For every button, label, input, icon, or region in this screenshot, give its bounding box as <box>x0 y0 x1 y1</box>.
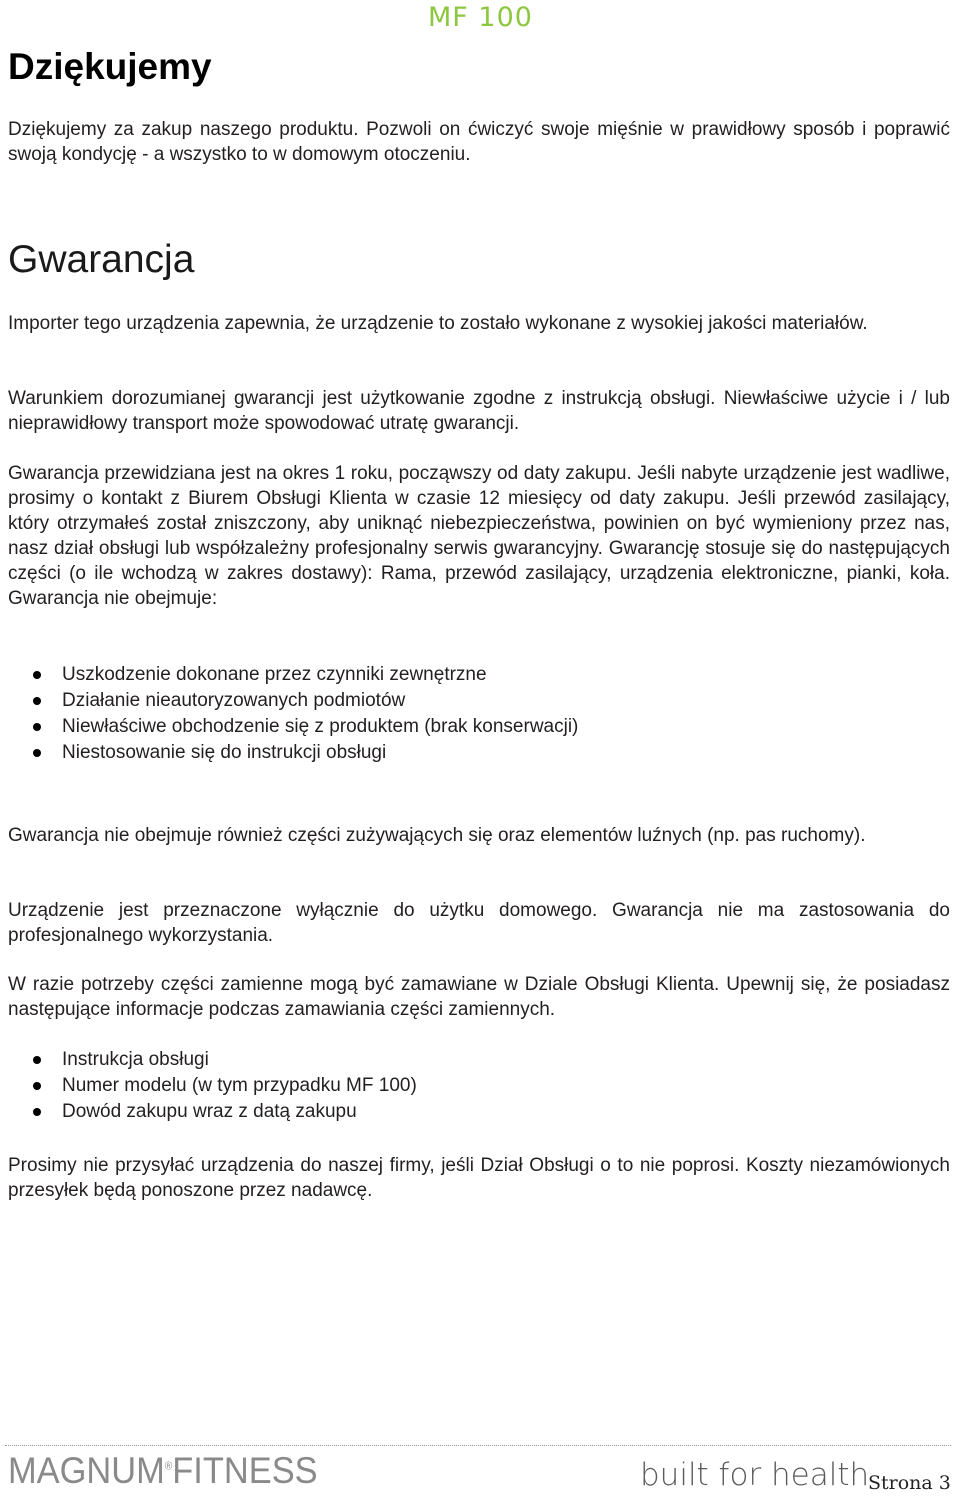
registered-mark: ® <box>164 1460 173 1473</box>
logo-text-magnum: MAGNUM <box>8 1450 165 1491</box>
page-title: Dziękujemy <box>8 46 212 87</box>
warranty-heading: Gwarancja <box>8 238 195 281</box>
page-number: Strona 3 <box>868 1472 951 1494</box>
list-item: Niestosowanie się do instrukcji obsługi <box>8 740 578 766</box>
list-item: Uszkodzenie dokonane przez czynniki zewnętrzne <box>8 662 578 688</box>
warranty-paragraph-spare-parts: W razie potrzeby części zamienne mogą być zamawiane w Dziale Obsługi Klienta. Upewnij się, że posiadasz następujące informacje podczas zamawiania części zamiennych. <box>8 974 950 1020</box>
list-item: Niewłaściwe obchodzenie się z produktem (brak konserwacji) <box>8 714 578 740</box>
list-item: Numer modelu (w tym przypadku MF 100) <box>8 1073 417 1099</box>
footer-divider <box>5 1445 951 1446</box>
warranty-paragraph-usage: Warunkiem dorozumianej gwarancji jest użytkowanie zgodne z instrukcją obsługi. Niewłaściwe użycie i / lub nieprawidłowy transport może spowodować utratę gwarancji. <box>8 388 950 434</box>
brand-logo <box>8 1450 318 1492</box>
model-code: MF 100 <box>428 2 533 33</box>
thanks-paragraph: Dziękujemy za zakup naszego produktu. Pozwoli on ćwiczyć swoje mięśnie w prawidłowy sposób i poprawić swoją kondycję - a wszystko to w domowym otoczeniu. <box>8 119 950 165</box>
logo-text-fitness: FITNESS <box>172 1450 318 1491</box>
warranty-paragraph-shipping: Prosimy nie przysyłać urządzenia do naszej firmy, jeśli Dział Obsługi o to nie poprosi. Koszty niezamówionych przesyłek będą ponoszone przez nadawcę. <box>8 1155 950 1201</box>
warranty-paragraph-quality: Importer tego urządzenia zapewnia, że urządzenie to zostało wykonane z wysokiej jakości materiałów. <box>8 313 868 334</box>
list-item: Działanie nieautoryzowanych podmiotów <box>8 688 578 714</box>
warranty-paragraph-home-use: Urządzenie jest przeznaczone wyłącznie do użytku domowego. Gwarancja nie ma zastosowania do profesjonalnego wykorzystania. <box>8 900 950 946</box>
exclusions-list <box>8 662 578 766</box>
parts-info-list <box>8 1047 417 1125</box>
brand-tagline: built for health <box>640 1457 870 1493</box>
list-item: Instrukcja obsługi <box>8 1047 417 1073</box>
warranty-paragraph-wear-parts: Gwarancja nie obejmuje również części zużywających się oraz elementów luźnych (np. pas ruchomy). <box>8 825 866 846</box>
list-item: Dowód zakupu wraz z datą zakupu <box>8 1099 417 1125</box>
warranty-paragraph-terms: Gwarancja przewidziana jest na okres 1 roku, począwszy od daty zakupu. Jeśli nabyte urządzenie jest wadliwe, prosimy o kontakt z Biurem Obsługi Klienta w czasie 12 miesięcy od daty zakupu. Jeśli przewód zasilający, który otrzymałeś został zniszczony, aby uniknąć niebezpieczeństwa, powinien on być wymieniony przez nas, nasz dział obsługi lub współzależny profesjonalny serwis gwarancyjny. Gwarancję stosuje się do następujących części (o ile wchodzą w zakres dostawy): Rama, przewód zasilający, urządzenia elektroniczne, pianki, koła. Gwarancja nie obejmuje: <box>8 463 950 609</box>
